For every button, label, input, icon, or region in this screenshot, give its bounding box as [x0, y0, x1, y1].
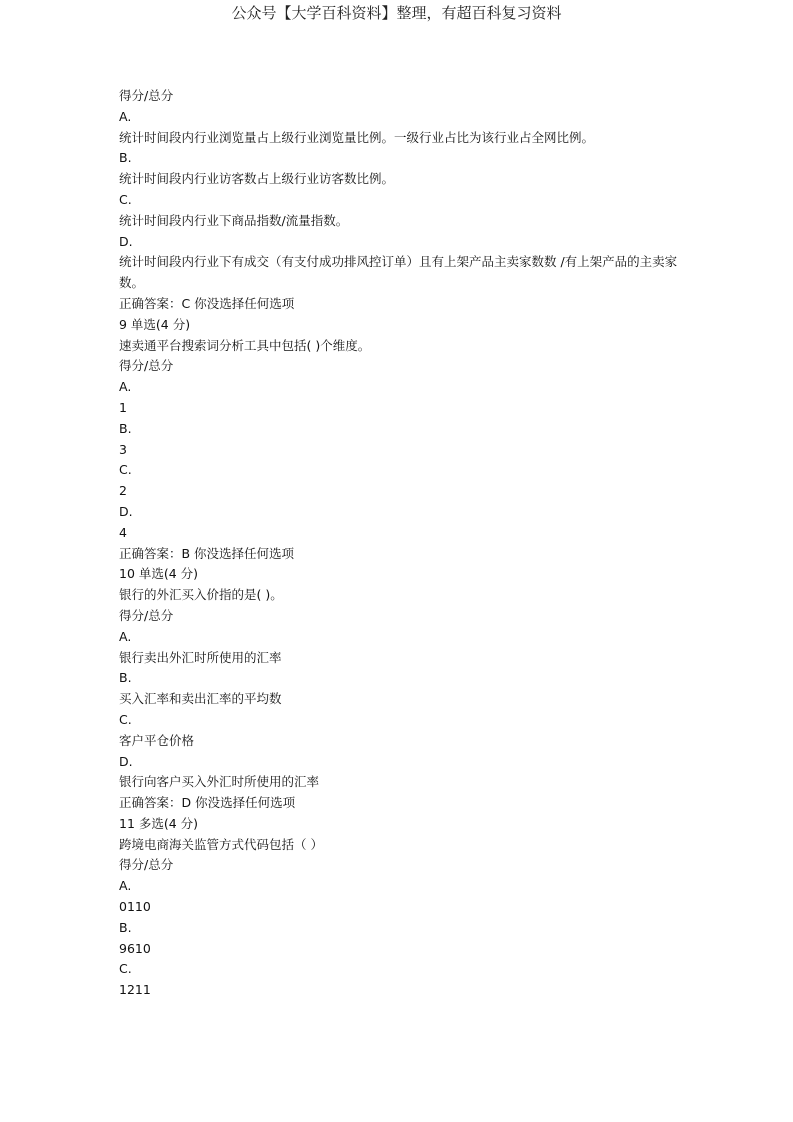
score-label: 得分/总分 [119, 857, 174, 873]
question-header: 11 多选(4 分) [119, 815, 199, 831]
option-text-d: 银行向客户买入外汇时所使用的汇率 [119, 774, 320, 790]
question-header: 10 单选(4 分) [119, 566, 199, 582]
score-label: 得分/总分 [119, 88, 174, 103]
option-text-a: 银行卖出外汇时所使用的汇率 [119, 649, 282, 665]
option-label-a: A. [119, 628, 132, 644]
option-label-b: B. [119, 150, 132, 166]
option-text-c: 统计时间段内行业下商品指数/流量指数。 [119, 212, 349, 228]
option-text-b: 3 [119, 441, 127, 457]
option-label-a: A. [119, 108, 132, 124]
option-label-c: C. [119, 462, 132, 478]
document-body [119, 86, 679, 1001]
question-text: 跨境电商海关监管方式代码包括（ ） [119, 836, 323, 852]
option-text-d: 4 [119, 524, 127, 540]
question-text: 速卖通平台搜索词分析工具中包括( )个维度。 [119, 337, 371, 353]
option-label-b: B. [119, 670, 132, 686]
option-text-a: 1 [119, 399, 127, 415]
correct-answer: 正确答案：C 你没选择任何选项 [119, 295, 295, 311]
option-text-b: 买入汇率和卖出汇率的平均数 [119, 691, 282, 707]
option-label-c: C. [119, 711, 132, 727]
option-text-c: 2 [119, 483, 127, 499]
correct-answer: 正确答案：D 你没选择任何选项 [119, 795, 296, 811]
option-label-d: D. [119, 503, 133, 519]
score-label: 得分/总分 [119, 358, 174, 374]
option-label-c: C. [119, 961, 132, 977]
question-text: 银行的外汇买入价指的是( )。 [119, 587, 283, 603]
option-text-b: 9610 [119, 940, 151, 956]
option-label-b: B. [119, 420, 132, 436]
option-label-b: B. [119, 919, 132, 935]
option-label-c: C. [119, 191, 132, 207]
option-text-c: 1211 [119, 982, 151, 998]
option-text-a: 0110 [119, 899, 151, 915]
option-label-d: D. [119, 753, 133, 769]
correct-answer: 正确答案：B 你没选择任何选项 [119, 545, 295, 561]
option-text-d: 统计时间段内行业下有成交（有支付成功排风控订单）且有上架产品主卖家数数 /有上架产品的主卖家数。 [119, 254, 678, 291]
option-label-a: A. [119, 878, 132, 894]
option-text-b: 统计时间段内行业访客数占上级行业访客数比例。 [119, 171, 395, 187]
option-text-c: 客户平仓价格 [119, 732, 195, 748]
option-label-d: D. [119, 233, 133, 249]
page-header: 公众号【大学百科资料】整理，有超百科复习资料 [231, 4, 562, 22]
question-header: 9 单选(4 分) [119, 316, 191, 332]
option-label-a: A. [119, 379, 132, 395]
score-label: 得分/总分 [119, 607, 174, 623]
option-text-a: 统计时间段内行业浏览量占上级行业浏览量比例。一级行业占比为该行业占全网比例。 [119, 129, 595, 145]
